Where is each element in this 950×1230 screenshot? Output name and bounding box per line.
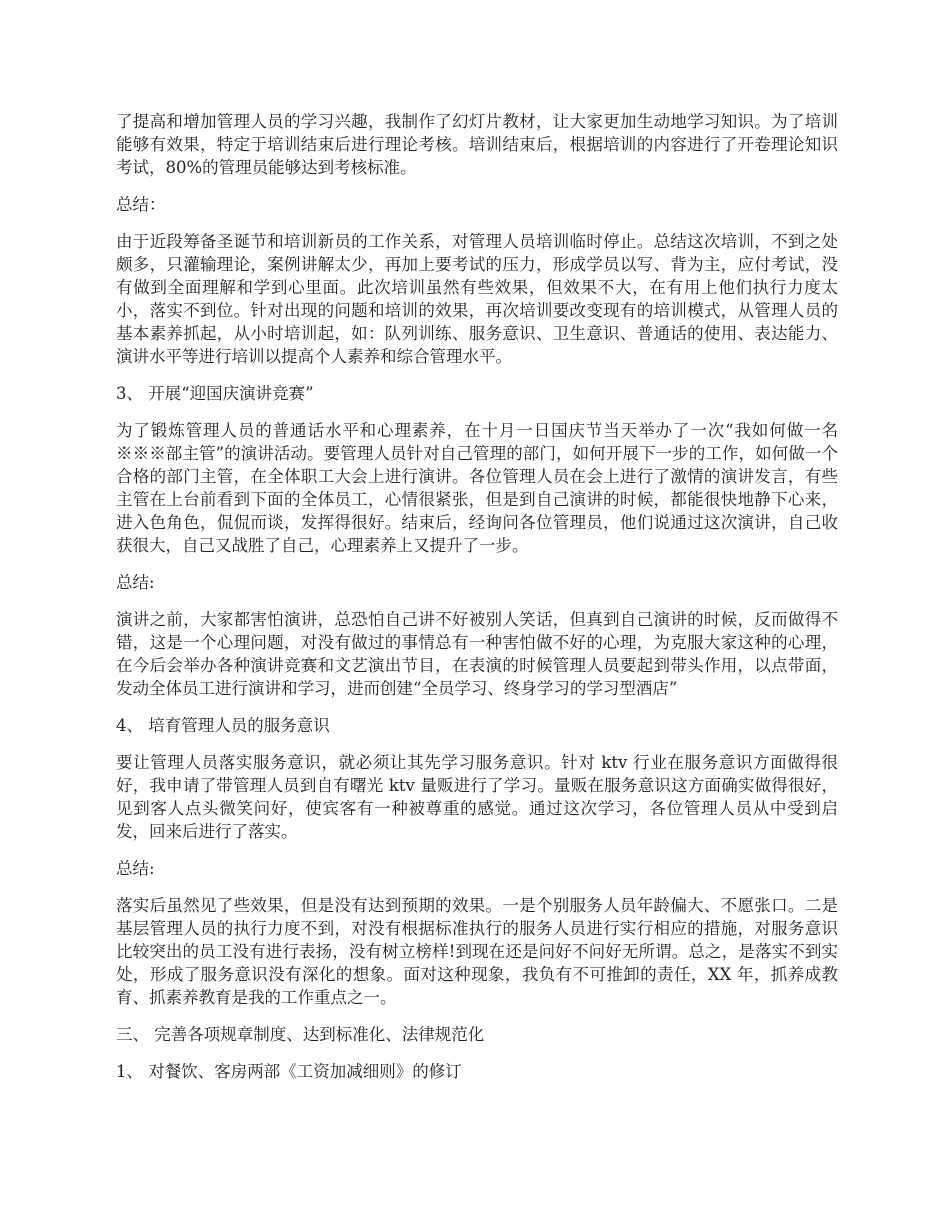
heading-speech-contest: 3、 开展“迎国庆演讲竞赛” [116, 384, 314, 403]
heading-service-awareness: 4、 培育管理人员的服务意识 [116, 716, 330, 735]
paragraph-speech-summary: 演讲之前，大家都害怕演讲，总恐怕自己讲不好被别人笑话，但真到自己演讲的时候，反而做得不错，这是一个心理问题，对没有做过的事情总有一种害怕做不好的心理，为克服大家这种的心理，在今后会举办各种演讲竞赛和文艺演出节目，在表演的时候管理人员要起到带头作用，以点带面，发动全体员工进行演讲和学习，进而创建“全员学习、终身学习的学习型酒店” [116, 610, 838, 698]
paragraph-slideshow-assessment: 了提高和增加管理人员的学习兴趣，我制作了幻灯片教材，让大家更加生动地学习知识。为了培训能够有效果，特定于培训结束后进行理论考核。培训结束后，根据培训的内容进行了开卷理论知识考试，80%的管理员能够达到考核标准。 [116, 112, 838, 177]
summary-label-3: 总结: [116, 859, 155, 878]
paragraph-service-awareness: 要让管理人员落实服务意识，就必须让其先学习服务意识。针对 ktv 行业在服务意识方面做得很好，我申请了带管理人员到自有曙光 ktv 量贩进行了学习。量贩在服务意识这方面确实做得很好，见到客人点头微笑问好，使宾客有一种被尊重的感觉。通过这次学习，各位管理人员从中受到启发，回来后进行了落实。 [116, 753, 838, 841]
document-body [116, 110, 838, 1097]
heading-regulations: 三、 完善各项规章制度、达到标准化、法律规范化 [116, 1025, 485, 1044]
heading-wage-rules: 1、 对餐饮、客房两部《工资加减细则》的修订 [116, 1062, 462, 1081]
summary-label-1: 总结： [116, 195, 166, 214]
paragraph-training-summary: 由于近段筹备圣诞节和培训新员的工作关系，对管理人员培训临时停止。总结这次培训，不到之处颇多，只灌输理论，案例讲解太少，再加上要考试的压力，形成学员以写、背为主，应付考试，没有做到全面理解和学到心里面。此次培训虽然有些效果，但效果不大，在有用上他们执行力度太小，落实不到位。针对出现的问题和培训的效果，再次培训要改变现有的培训模式，从管理人员的基本素养抓起，从小时培训起，如：队列训练、服务意识、卫生意识、普通话的使用、表达能力、演讲水平等进行培训以提高个人素养和综合管理水平。 [116, 232, 838, 366]
paragraph-speech-contest: 为了锻炼管理人员的普通话水平和心理素养，在十月一日国庆节当天举办了一次“我如何做一名※※※部主管”的演讲活动。要管理人员针对自己管理的部门，如何开展下一步的工作，如何做一个合格的部门主管，在全体职工大会上进行演讲。各位管理人员在会上进行了激情的演讲发言，有些主管在上台前看到下面的全体员工，心情很紧张，但是到自己演讲的时候，都能很快地静下心来，进入色角色，侃侃而谈，发挥得很好。结束后，经询问各位管理员，他们说通过这次演讲，自己收获很大，自己又战胜了自己，心理素养上又提升了一步。 [116, 421, 838, 555]
paragraph-service-summary: 落实后虽然见了些效果，但是没有达到预期的效果。一是个别服务人员年龄偏大、不愿张口。二是基层管理人员的执行力度不到，对没有根据标准执行的服务人员进行实行相应的措施，对服务意识比较突出的员工没有进行表扬，没有树立榜样!到现在还是问好不问好无所谓。总之，是落实不到实处，形成了服务意识没有深化的想象。面对这种现象，我负有不可推卸的责任，XX 年，抓养成教育、抓素养教育是我的工作重点之一。 [116, 896, 838, 1007]
summary-label-2: 总结: [116, 573, 155, 592]
